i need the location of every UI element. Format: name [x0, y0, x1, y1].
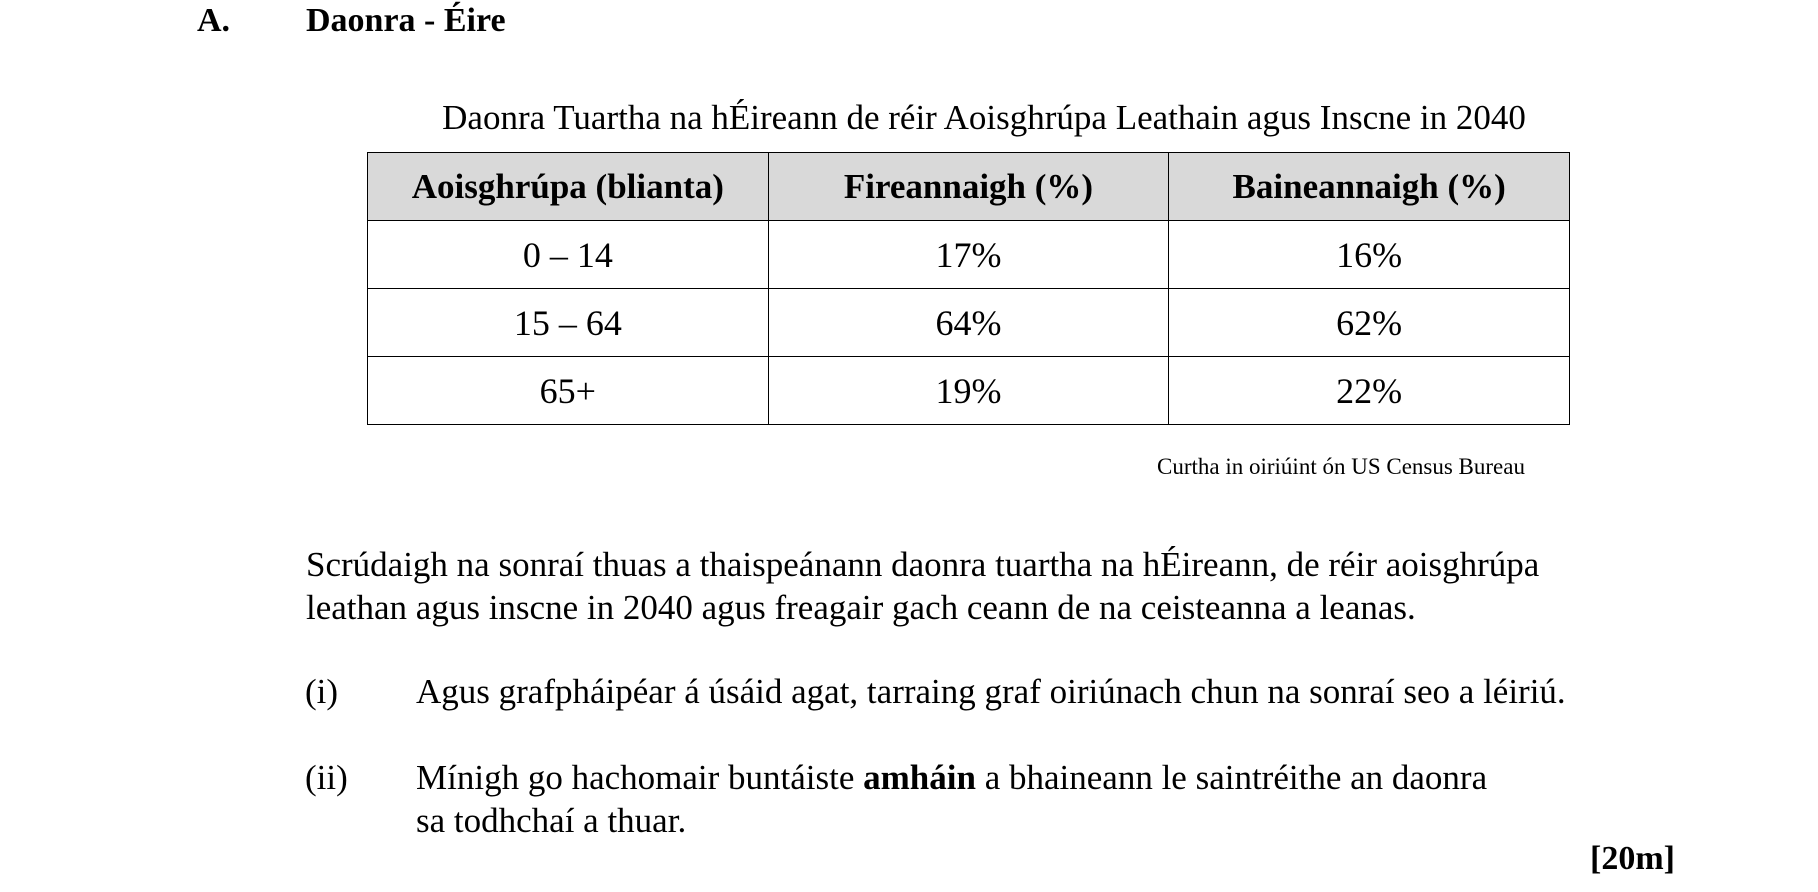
question-line — [416, 756, 1796, 799]
cell-age-group: 0 – 14 — [368, 221, 769, 289]
question-number: (ii) — [305, 758, 348, 797]
header-age-group: Aoisghrúpa (blianta) — [368, 153, 769, 221]
intro-paragraph — [306, 543, 1706, 629]
table-row — [368, 289, 1570, 357]
header-females: Baineannaigh (%) — [1169, 153, 1570, 221]
cell-females: 22% — [1169, 357, 1570, 425]
question-number: (i) — [305, 672, 339, 711]
cell-females: 16% — [1169, 221, 1570, 289]
table-row — [368, 357, 1570, 425]
question-text-part: Mínigh go hachomair buntáiste — [416, 758, 864, 797]
table-header-row — [368, 153, 1570, 221]
question-text-part: a bhaineann le saintréithe an daonra — [975, 758, 1488, 797]
emphasis-word: amháin — [863, 758, 976, 797]
question-text: Agus grafpháipéar á úsáid agat, tarraing graf oiriúnach chun na sonraí seo a léiriú. — [416, 672, 1566, 711]
marks-label: [20m] — [1590, 840, 1675, 877]
source-note: Curtha in oiriúint ón US Census Bureau — [1157, 454, 1525, 479]
cell-females: 62% — [1169, 289, 1570, 357]
header-males: Fireannaigh (%) — [768, 153, 1169, 221]
population-table — [367, 152, 1570, 425]
cell-age-group: 15 – 64 — [368, 289, 769, 357]
cell-age-group: 65+ — [368, 357, 769, 425]
intro-line: leathan agus inscne in 2040 agus freagair gach ceann de na ceisteanna a leanas. — [306, 588, 1416, 627]
table-caption: Daonra Tuartha na hÉireann de réir Aoisghrúpa Leathain agus Inscne in 2040 — [442, 98, 1526, 137]
section-letter: A. — [197, 2, 231, 39]
question-line: sa todhchaí a thuar. — [416, 801, 687, 840]
cell-males: 19% — [768, 357, 1169, 425]
cell-males: 64% — [768, 289, 1169, 357]
intro-line: Scrúdaigh na sonraí thuas a thaispeánann daonra tuartha na hÉireann, de réir aoisghrúpa — [306, 545, 1540, 584]
cell-males: 17% — [768, 221, 1169, 289]
table-row — [368, 221, 1570, 289]
section-title: Daonra - Éire — [306, 2, 506, 39]
question-text — [416, 756, 1796, 842]
